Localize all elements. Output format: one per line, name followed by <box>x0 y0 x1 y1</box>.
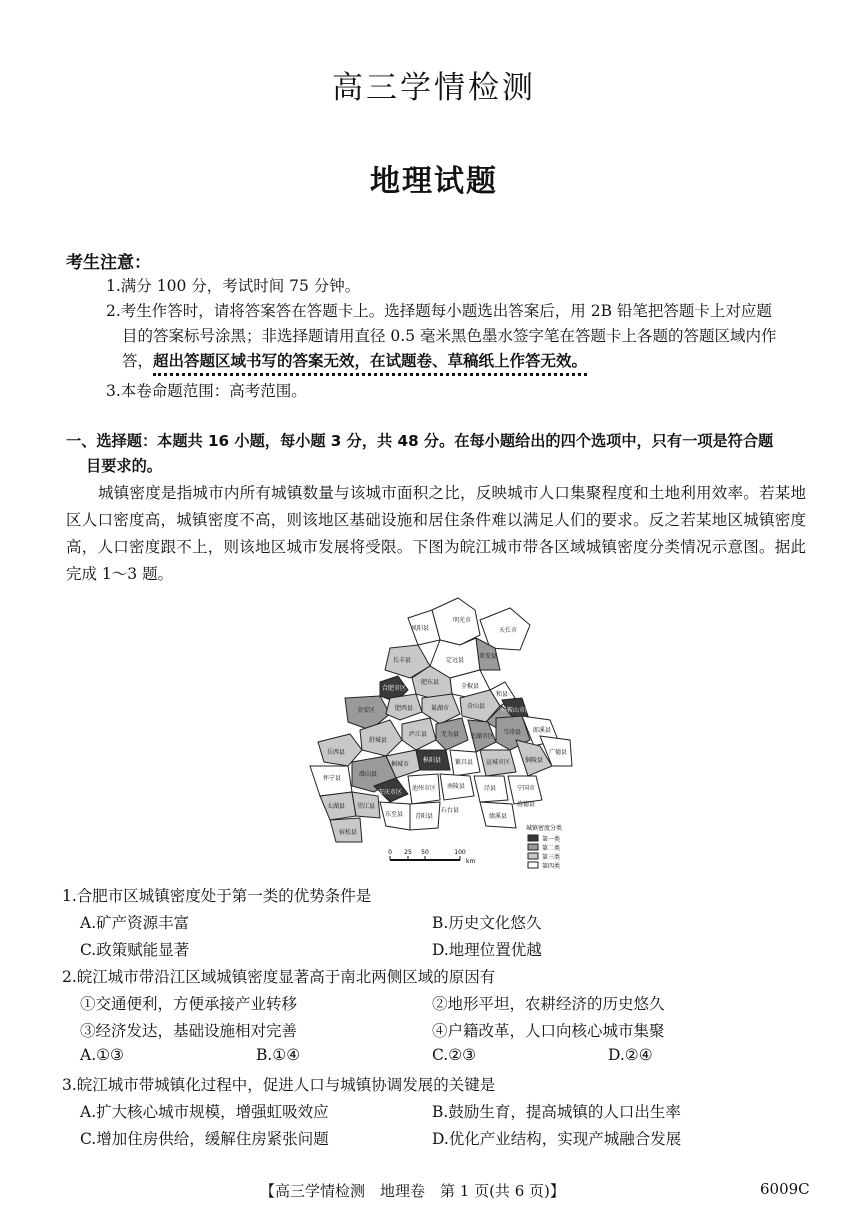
legend-swatch <box>528 844 538 850</box>
notice-item: 1.满分 100 分，考试时间 75 分钟。 <box>106 277 361 295</box>
region-label: 金安区 <box>356 707 376 714</box>
notice-text: 答， <box>122 352 154 370</box>
region-label: 广德县 <box>548 749 568 756</box>
region-label: 青阳县 <box>414 813 434 820</box>
scale-tick: 0 <box>388 849 392 856</box>
question-stem: 1.合肥市区城镇密度处于第一类的优势条件是 <box>62 887 372 905</box>
region-label: 潜山县 <box>358 771 378 778</box>
option-a: A.①③ <box>80 1046 124 1064</box>
option-d: D.优化产业结构，实现产城融合发展 <box>432 1130 682 1148</box>
region-label: 全椒县 <box>460 683 480 690</box>
scale-tick: 100 <box>454 849 466 856</box>
legend-label: 第二类 <box>542 845 561 852</box>
region-label: 无为县 <box>440 731 460 738</box>
region-label: 凤阳县 <box>410 625 430 632</box>
notice-item: 2.考生作答时，请将答案答在答题卡上。选择题每小题选出答案后，用 2B 铅笔把答题卡上对应题 <box>106 302 772 320</box>
region-label: 定远县 <box>445 657 465 664</box>
region-label: 池州市区 <box>411 785 437 792</box>
region-label: 天长市 <box>498 627 518 634</box>
region-label: 石台县 <box>440 807 460 814</box>
region-label: 庐江县 <box>408 731 428 738</box>
legend-label: 第三类 <box>542 854 561 861</box>
region-label: 明光市 <box>452 617 472 624</box>
region-label: 肥西县 <box>394 705 414 712</box>
region-label: 当涂县 <box>502 729 522 736</box>
region-label: 来安县 <box>478 653 498 660</box>
intro-paragraph: 城镇密度是指城市内所有城镇数量与该城市面积之比，反映城市人口集聚程度和土地利用效率。若某地区人口密度高，城镇密度不高，则该地区基础设施和居住条件难以满足人们的要求。反之若某地区城镇密度高，人口密度跟不上，则该地区城市发展将受限。下图为皖江城市带各区域城镇密度分类情况示意图。据此完成 1～3 题。 <box>66 484 806 583</box>
page-footer: 【高三学情检测 地理卷 第 1 页(共 6 页)】 <box>260 1182 565 1200</box>
region-label: 枞阳县 <box>422 757 442 764</box>
region-label: 和县 <box>495 691 509 698</box>
scale-tick: 50 <box>421 849 429 856</box>
region-label: 宿松县 <box>338 829 358 836</box>
page-subtitle: 地理试题 <box>370 164 498 199</box>
scale-bar <box>388 849 475 865</box>
region-label: 望江县 <box>356 803 376 810</box>
region-label: 绩溪县 <box>488 813 508 820</box>
notice-item: 目的答案标号涂黑；非选择题请用直径 0.5 毫米黑色墨水签字笔在答题卡上各题的答题区域内作 <box>122 327 777 345</box>
statement-item: ④户籍改革，人口向核心城市集聚 <box>432 1022 665 1040</box>
notice-item-bold-line <box>122 350 587 372</box>
statement-item: ①交通便利，方便承接产业转移 <box>80 995 298 1013</box>
option-b: B.历史文化悠久 <box>432 914 542 932</box>
region-label: 宣城市区 <box>485 759 511 766</box>
region-label: 岳西县 <box>326 749 346 756</box>
legend-title: 城镇密度分类 <box>526 825 563 832</box>
notice-item: 3.本卷命题范围：高考范围。 <box>106 382 307 400</box>
option-c: C.政策赋能显著 <box>80 941 190 959</box>
region-label: 肥东县 <box>420 679 440 686</box>
region-label: 郎溪县 <box>532 727 552 734</box>
statement-item: ③经济发达，基础设施相对完善 <box>80 1022 298 1040</box>
option-a: A.扩大核心城市规模，增强虹吸效应 <box>80 1103 329 1121</box>
option-b: B.鼓励生育，提高城镇的人口出生率 <box>432 1103 681 1121</box>
scale-tick: 25 <box>404 849 412 856</box>
region-label: 怀宁县 <box>322 775 342 782</box>
legend-swatch <box>528 835 538 841</box>
notice-heading: 考生注意： <box>66 253 151 273</box>
option-b: B.①④ <box>256 1046 301 1064</box>
option-c: C.增加住房供给，缓解住房紧张问题 <box>80 1130 329 1148</box>
question-stem: 3.皖江城市带城镇化过程中，促进人口与城镇协调发展的关键是 <box>62 1076 496 1094</box>
region-label: 安庆市区 <box>377 789 403 796</box>
option-a: A.矿产资源丰富 <box>80 914 190 932</box>
region-label: 舒城县 <box>368 737 388 744</box>
region-label: 南陵县 <box>446 783 466 790</box>
region-label: 长丰县 <box>392 657 412 664</box>
region-label: 桐城市 <box>390 761 410 768</box>
option-c: C.②③ <box>432 1046 477 1064</box>
region-label: 繁昌县 <box>454 759 474 766</box>
region-label: 马鞍山市区 <box>500 707 532 714</box>
option-d: D.地理位置优越 <box>432 941 542 959</box>
city-belt-density-map <box>290 590 590 880</box>
legend-swatch <box>528 862 538 868</box>
region-label: 巢湖市 <box>430 705 450 712</box>
region-label: 旌德县 <box>516 801 536 808</box>
legend-swatch <box>528 853 538 859</box>
legend-label: 第一类 <box>542 836 561 843</box>
region-label: 合肥市区 <box>381 685 407 692</box>
region-label: 芜湖市区 <box>469 733 495 740</box>
map-legend <box>526 824 562 870</box>
region-label: 含山县 <box>466 703 486 710</box>
region-label: 东至县 <box>384 811 404 818</box>
statement-item: ②地形平坦，农耕经济的历史悠久 <box>432 995 665 1013</box>
notice-emphasis: 超出答题区域书写的答案无效，在试题卷、草稿纸上作答无效。 <box>153 352 587 376</box>
question-stem: 2.皖江城市带沿江区域城镇密度显著高于南北两侧区域的原因有 <box>62 968 496 986</box>
region-label: 宁国市 <box>516 785 536 792</box>
region-label: 铜陵县 <box>524 757 544 764</box>
section-heading: 一、选择题：本题共 16 小题，每小题 3 分，共 48 分。在每小题给出的四个选项中，只有一项是符合题 <box>66 432 774 450</box>
paper-code: 6009C <box>760 1180 810 1198</box>
region-label: 太湖县 <box>326 803 346 810</box>
section-heading-cont: 目要求的。 <box>86 457 162 475</box>
page-title: 高三学情检测 <box>332 70 536 106</box>
scale-unit: km <box>466 858 476 865</box>
region-label: 泾县 <box>483 785 497 792</box>
option-d: D.②④ <box>608 1046 653 1064</box>
legend-label: 第四类 <box>542 863 561 870</box>
